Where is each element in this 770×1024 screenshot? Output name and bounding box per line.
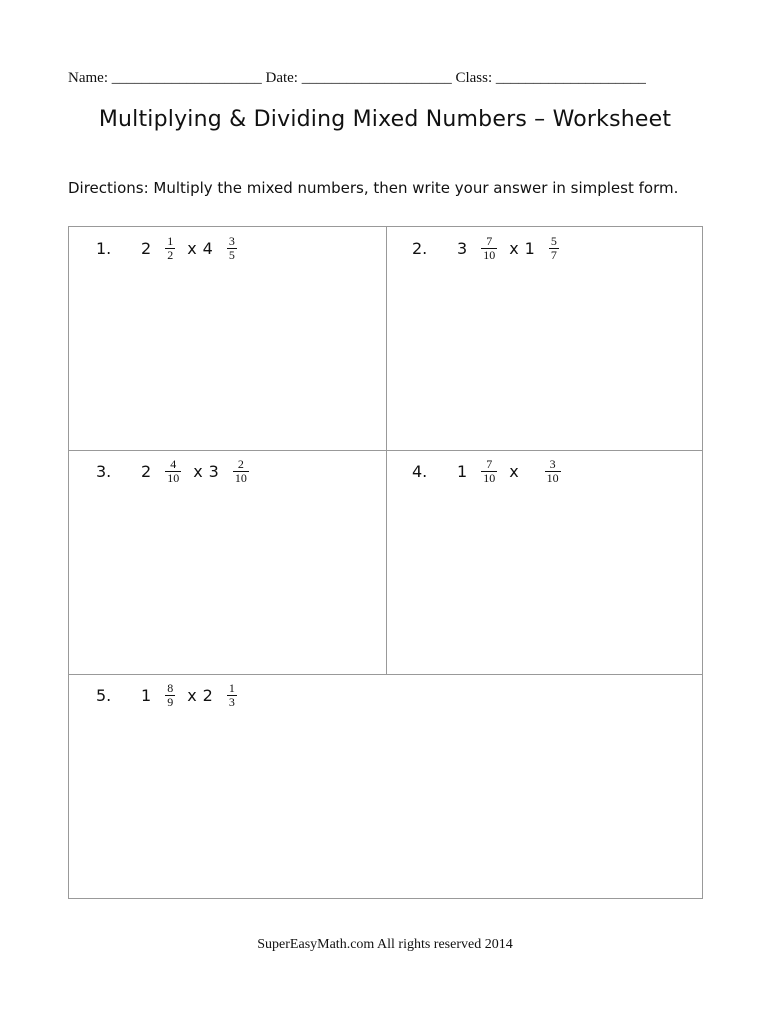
whole-number: 2 (202, 686, 213, 705)
problem-number: 1. (96, 239, 112, 258)
problem-number: 4. (412, 462, 428, 481)
numerator: 1 (228, 681, 235, 695)
whole-number: 1 (457, 462, 468, 481)
fraction (165, 458, 181, 485)
numerator: 7 (486, 457, 493, 471)
numerator: 1 (167, 234, 174, 248)
whole-number: 1 (141, 686, 152, 705)
problem-2[interactable] (412, 235, 565, 262)
fraction (481, 458, 497, 485)
numerator: 3 (228, 234, 235, 248)
grid-row-divider (69, 674, 702, 675)
whole-number: 3 (208, 462, 219, 481)
problem-number: 5. (96, 686, 112, 705)
fraction (227, 235, 237, 262)
problem-1[interactable] (96, 235, 243, 262)
operator: x (187, 239, 197, 258)
denominator: 9 (167, 695, 174, 709)
fraction (481, 235, 497, 262)
fraction (227, 682, 237, 709)
student-info-line: Name: ____________________ Date: ____________________ Class: ____________________ (68, 70, 646, 86)
whole-number: 2 (141, 239, 152, 258)
problem-number: 3. (96, 462, 112, 481)
whole-number: 3 (457, 239, 468, 258)
fraction (549, 235, 559, 262)
fraction (233, 458, 249, 485)
denominator: 2 (167, 248, 174, 262)
denominator: 10 (546, 471, 559, 485)
problem-3[interactable] (96, 458, 255, 485)
whole-number: 4 (202, 239, 213, 258)
copyright-footer: SuperEasyMath.com All rights reserved 2014 (257, 937, 513, 952)
fraction (545, 458, 561, 485)
denominator: 10 (483, 248, 496, 262)
problem-5[interactable] (96, 682, 243, 709)
problem-grid (68, 226, 703, 899)
numerator: 5 (550, 234, 557, 248)
numerator: 4 (170, 457, 177, 471)
fraction (165, 682, 175, 709)
operator: x (193, 462, 203, 481)
directions-text: Directions: Multiply the mixed numbers, then write your answer in simplest form. (68, 179, 679, 197)
denominator: 5 (228, 248, 235, 262)
numerator: 3 (549, 457, 556, 471)
grid-row-divider (69, 450, 702, 451)
operator: x (187, 686, 197, 705)
whole-number: 2 (141, 462, 152, 481)
numerator: 8 (167, 681, 174, 695)
denominator: 3 (228, 695, 235, 709)
operator: x (509, 239, 519, 258)
denominator: 10 (483, 471, 496, 485)
numerator: 2 (237, 457, 244, 471)
worksheet-title: Multiplying & Dividing Mixed Numbers – Worksheet (98, 107, 672, 132)
whole-number: 1 (524, 239, 535, 258)
operator: x (509, 462, 519, 481)
numerator: 7 (486, 234, 493, 248)
problem-number: 2. (412, 239, 428, 258)
problem-4[interactable] (412, 458, 567, 485)
denominator: 10 (234, 471, 247, 485)
denominator: 7 (550, 248, 557, 262)
fraction (165, 235, 175, 262)
denominator: 10 (167, 471, 180, 485)
